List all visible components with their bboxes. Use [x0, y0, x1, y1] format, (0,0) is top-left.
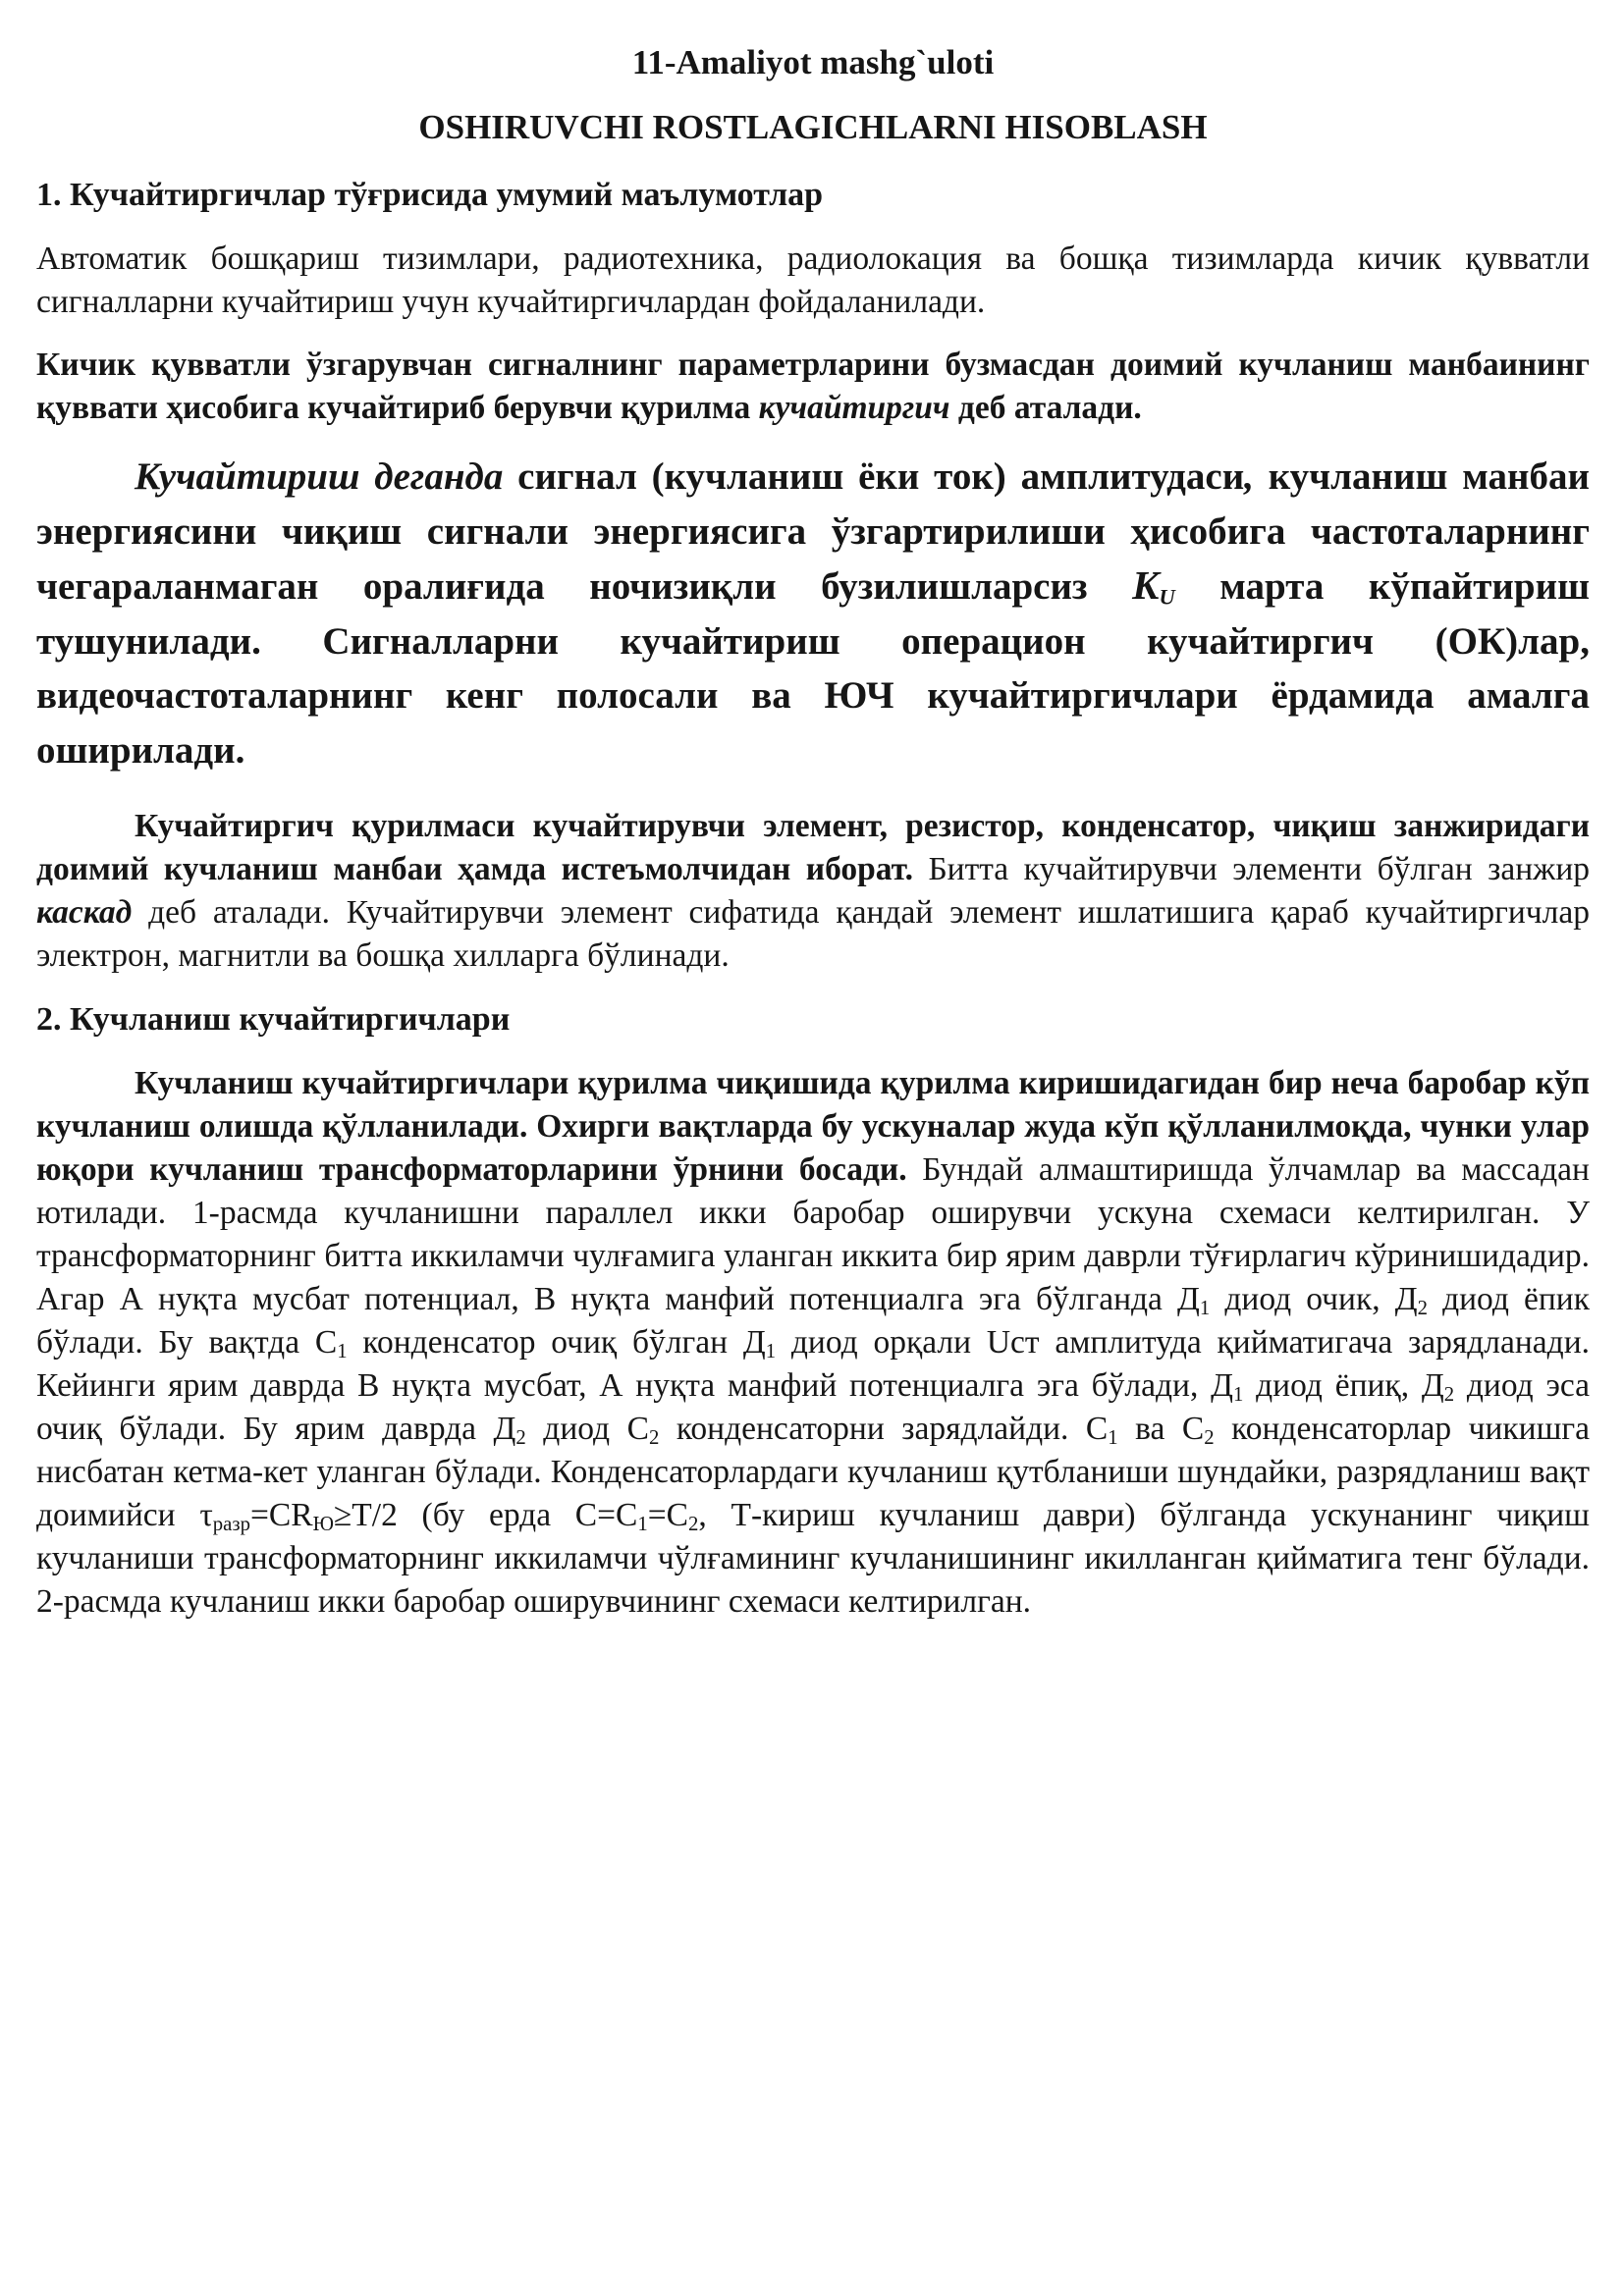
term-kuchaytirish: Кучайтириш деганда	[135, 455, 504, 498]
text-run: , Т-кириш кучланиш даври) бўлганда ускунанинг чиқиш кучланиши трансформаторнинг иккиламчи чўлғамининг кучланишининг икилланган қийматига тенг бўлади. 2-расмда кучланиш икки баробар оширувчининг схемаси келтирилган.	[36, 1497, 1590, 1620]
text-run: ва С	[1117, 1411, 1205, 1447]
subscript: 2	[1443, 1383, 1455, 1407]
gain-symbol-letter: K	[1132, 563, 1160, 608]
text-run: конденсаторни зарядлайди. С	[659, 1411, 1109, 1447]
text-run: Кичик қувватли ўзгарувчан сигналнинг параметрларини бузмасдан доимий кучланиш манбаининг қуввати ҳисобига кучайтириб берувчи қурилма	[36, 347, 1590, 426]
page-title: 11-Amaliyot mashg`uloti	[631, 43, 995, 81]
text-run: марта кўпайтириш тушунилади. Сигналларни кучайтириш операцион кучайтиргич (ОК)лар, видеочастоталарнинг кенг полосали ва ЮЧ кучайтиргичлари ёрдамида амалга оширилади.	[36, 565, 1590, 772]
subscript: 1	[337, 1340, 348, 1363]
text-run: конденсаторлар чикишга нисбатан кетма-кет уланган бўлади. Конденсаторлардаги кучланиш қутбланиши шундайки, разрядланиш вақт доимийси τ	[36, 1411, 1591, 1533]
text-run: Битта кучайтирувчи элементи бўлган занжир	[912, 851, 1590, 887]
subscript: 2	[648, 1426, 660, 1450]
page-subtitle: OSHIRUVCHI ROSTLAGICHLARNI HISOBLASH	[418, 108, 1208, 146]
text-run-bold: Кучайтиргич қурилмаси кучайтирувчи элемент, резистор, конденсатор, чиқиш занжиридаги доимий кучланиш манбаи ҳамда истеъмолчидан иборат.	[36, 808, 1590, 887]
section-2-paragraph-1	[36, 1062, 1590, 1624]
text-run: деб аталади.	[949, 390, 1142, 426]
gain-symbol	[1132, 563, 1175, 608]
text-run: диод ёпиқ, Д	[1243, 1367, 1444, 1404]
subscript: 2	[1204, 1426, 1215, 1450]
section-1-heading: 1. Кучайтиргичлар тўғрисида умумий маълумотлар	[36, 177, 824, 213]
subscript: 2	[1417, 1297, 1428, 1320]
text-run: конденсатор очиқ бўлган Д	[347, 1324, 766, 1361]
text-run: диод очик, Д	[1210, 1281, 1418, 1317]
term-kuchaytirgich: кучайтиргич	[758, 390, 950, 426]
text-run: диод орқали Uст амплитуда қийматигача зарядланади. Кейинги ярим даврда В нуқта мусбат, А нуқта манфий потенциалга эга бўлади, Д	[36, 1324, 1591, 1404]
text-run: =С	[647, 1497, 689, 1533]
subscript: 2	[688, 1513, 699, 1536]
text-run: диод эса очиқ бўлади. Бу ярим даврда Д	[36, 1367, 1590, 1447]
text-run: деб аталади. Кучайтирувчи элемент сифатида қандай элемент ишлатишига қараб кучайтиргичлар электрон, магнитли ва бошқа хилларга бўлинади.	[36, 894, 1590, 974]
section-1-paragraph-2	[36, 344, 1590, 430]
text-run: Бундай алмаштиришда ўлчамлар ва массадан ютилади. 1-расмда кучланишни параллел икки баробар оширувчи ускуна схемаси келтирилган. У трансформаторнинг битта иккиламчи чулғамига уланган иккита бир ярим даврли тўғирлагич кўринишидадир. Агар А нуқта мусбат потенциал, В нуқта манфий потенциалга эга бўлганда Д	[36, 1151, 1590, 1317]
term-kaskad: каскад	[36, 894, 133, 931]
subscript: 1	[1199, 1297, 1211, 1320]
text-run: диод ёпик бўлади. Бу вақтда С	[36, 1281, 1590, 1361]
section-1-paragraph-3	[36, 450, 1590, 777]
text-run: =CR	[249, 1497, 313, 1533]
text-run: кучланиш манбаи энергиясини чиқиш сигнали энергиясига ўзгартирилиши ҳисобига частоталарнинг чегараланмаган оралиғида ночизиқли бузилишларсиз	[36, 455, 1590, 608]
text-run-bold: Кучланиш кучайтиргичлари қурилма чиқишида қурилма киришидагидан бир неча баробар кўп кучланиш олишда қўлланилади. Охирги вақтларда бу ускуналар жуда кўп қўлланилмоқда, чунки улар юқори кучланиш трансформаторларини ўрнини босади.	[36, 1065, 1590, 1188]
subscript: 2	[515, 1426, 526, 1450]
text-run: сигнал (кучланиш ёки ток) амплитудаси	[503, 455, 1245, 498]
section-2-heading: 2. Кучланиш кучайтиргичлари	[36, 1001, 511, 1038]
subscript: 1	[765, 1340, 777, 1363]
section-1	[36, 173, 1590, 978]
subscript: разр	[212, 1513, 250, 1536]
subscript: 1	[1108, 1426, 1118, 1450]
text-run: ≥Т/2 (бу ерда С=С	[333, 1497, 638, 1533]
gain-symbol-subscript: U	[1159, 584, 1175, 610]
subscript: 1	[637, 1513, 648, 1536]
subscript: Ю	[312, 1513, 334, 1536]
section-1-paragraph-1: Автоматик бошқариш тизимлари, радиотехника, радиолокация ва бошқа тизимларда кичик қувватли сигналларни кучайтириш учун кучайтиргичлардан фойдаланилади.	[36, 240, 1590, 320]
text-run: диод С	[525, 1411, 649, 1447]
text-run: ,	[1244, 455, 1254, 498]
section-2	[36, 997, 1590, 1624]
section-1-paragraph-4	[36, 805, 1590, 978]
subscript: 1	[1232, 1383, 1244, 1407]
